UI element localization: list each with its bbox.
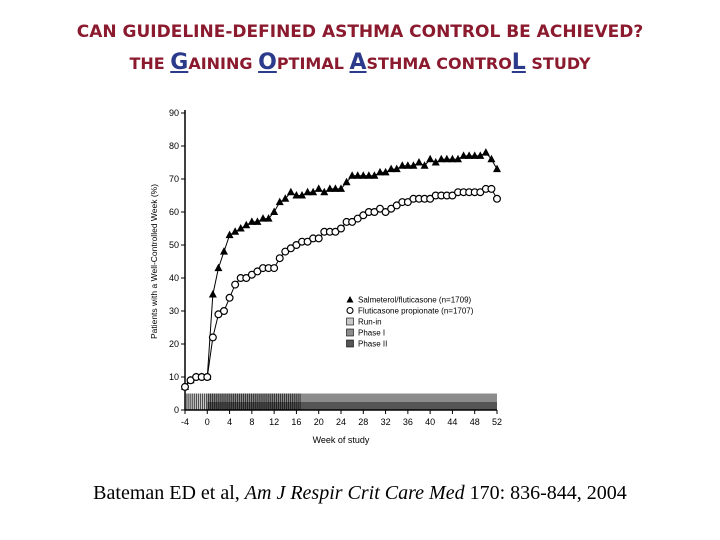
legend-marker-circle xyxy=(347,308,353,314)
chart xyxy=(140,100,510,460)
data-point-triangle xyxy=(315,184,323,192)
data-point-circle xyxy=(204,374,211,381)
citation xyxy=(0,482,720,505)
x-tick-label: -4 xyxy=(180,417,190,427)
legend-label: Phase I xyxy=(358,328,386,338)
data-point-triangle xyxy=(426,155,434,163)
x-tick-label: 8 xyxy=(249,417,255,427)
data-point-circle xyxy=(315,235,322,242)
data-point-circle xyxy=(494,195,501,202)
y-tick-label: 60 xyxy=(168,207,179,217)
legend-marker-triangle xyxy=(347,296,354,303)
y-tick-label: 20 xyxy=(168,339,179,349)
data-point-circle xyxy=(182,384,189,391)
legend-marker-square xyxy=(347,318,354,325)
x-tick-label: 0 xyxy=(204,417,210,427)
x-tick-label: 24 xyxy=(335,417,347,427)
citation-reference: 170: 836-844, 2004 xyxy=(464,482,627,504)
data-point-triangle xyxy=(209,290,217,298)
series-line-1 xyxy=(185,189,497,387)
data-point-triangle xyxy=(220,247,228,255)
y-tick-label: 0 xyxy=(173,405,179,415)
title-line2-segment: STHMA CONTRO xyxy=(366,54,512,73)
data-point-circle xyxy=(271,265,278,272)
band-run-in xyxy=(185,394,207,411)
y-tick-label: 10 xyxy=(168,372,179,382)
x-tick-label: 40 xyxy=(425,417,436,427)
data-point-circle xyxy=(232,281,239,288)
slide-title-line2 xyxy=(0,50,720,75)
y-tick-label: 90 xyxy=(168,108,179,118)
legend-label: Fluticasone propionate (n=1707) xyxy=(358,306,474,316)
y-tick-label: 30 xyxy=(168,306,179,316)
x-tick-label: 16 xyxy=(291,417,302,427)
x-tick-label: 36 xyxy=(402,417,413,427)
y-tick-label: 80 xyxy=(168,141,179,151)
title-line2-segment: STUDY xyxy=(525,54,591,73)
data-point-triangle xyxy=(270,208,278,216)
data-point-triangle xyxy=(287,188,295,196)
title-line2-segment: O xyxy=(258,50,277,75)
data-point-triangle xyxy=(493,165,501,173)
data-point-circle xyxy=(488,186,495,193)
y-axis-label: Patients with a Well-Controlled Week (%) xyxy=(149,183,159,340)
x-axis-label: Week of study xyxy=(312,435,370,445)
x-tick-label: 52 xyxy=(491,417,503,427)
data-point-circle xyxy=(209,334,216,341)
title-line2-segment: PTIMAL xyxy=(276,54,350,73)
band-phase-1 xyxy=(207,394,497,402)
y-tick-label: 40 xyxy=(168,273,179,283)
data-point-circle xyxy=(221,308,228,315)
citation-authors: Bateman ED et al, xyxy=(93,482,245,504)
x-tick-label: 32 xyxy=(380,417,391,427)
x-tick-label: 12 xyxy=(269,417,280,427)
legend-marker-square xyxy=(347,340,354,347)
x-tick-label: 48 xyxy=(469,417,480,427)
slide-title-line1: CAN GUIDELINE-DEFINED ASTHMA CONTROL BE ACHIEVED? xyxy=(76,22,644,42)
data-point-triangle xyxy=(214,264,222,272)
y-tick-label: 50 xyxy=(168,240,179,250)
legend-label: Phase II xyxy=(358,339,388,349)
title-line2-segment: G xyxy=(170,50,189,75)
y-tick-label: 70 xyxy=(168,174,179,184)
data-point-triangle xyxy=(482,148,490,156)
band-phase-2 xyxy=(207,402,497,410)
data-point-circle xyxy=(338,225,345,232)
x-tick-label: 44 xyxy=(447,417,458,427)
data-point-circle xyxy=(226,294,233,301)
data-point-circle xyxy=(276,255,283,262)
title-line2-segment: L xyxy=(511,50,526,75)
legend-marker-square xyxy=(347,329,354,336)
citation-journal: Am J Respir Crit Care Med xyxy=(244,482,465,504)
data-point-triangle xyxy=(415,158,423,166)
title-line2-segment: AINING xyxy=(188,54,259,73)
x-tick-label: 20 xyxy=(313,417,324,427)
legend-label: Run-in xyxy=(358,317,382,327)
title-line2-segment: THE xyxy=(129,54,171,73)
x-tick-label: 4 xyxy=(227,417,233,427)
x-tick-label: 28 xyxy=(358,417,369,427)
title-line2-segment: A xyxy=(349,50,367,75)
legend-label: Salmeterol/fluticasone (n=1709) xyxy=(358,295,472,305)
